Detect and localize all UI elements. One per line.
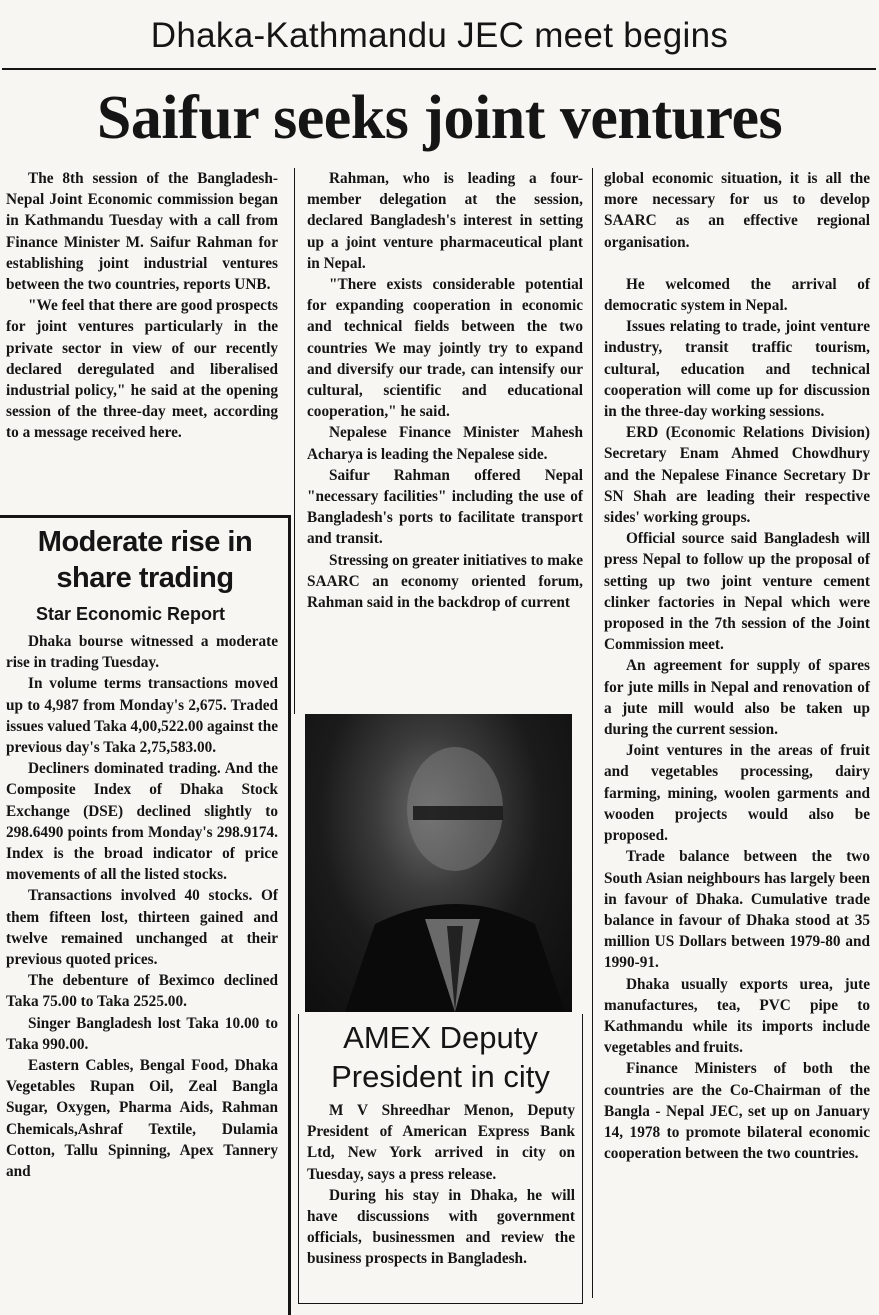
article-paragraph: An agreement for supply of spares for jute mills in Nepal and renovation of a jute mill would also be taken up during the current session.	[604, 657, 870, 739]
main-story-column-3	[604, 168, 870, 1164]
article-paragraph: M V Shreedhar Menon, Deputy President of American Express Bank Ltd, New York arrived in city on Tuesday, says a press release.	[307, 1102, 575, 1183]
amex-story-body	[307, 1100, 575, 1270]
main-headline: Saifur seeks joint ventures	[96, 84, 783, 152]
article-paragraph: Dhaka usually exports urea, jute manufactures, tea, PVC pipe to Kathmandu while its imports include vegetables and fruits.	[604, 975, 870, 1057]
share-trading-headline: Moderate rise in share trading	[37, 526, 253, 594]
main-story-column-2	[307, 168, 583, 613]
article-paragraph: Trade balance between the two South Asian neighbours has largely been in favour of Dhaka. Cumulative trade balance in favour of Dhaka stood at 35 million US Dollars between 1979-80 and 1990-91.	[604, 848, 870, 972]
article-paragraph: Joint ventures in the areas of fruit and vegetables processing, dairy farming, mining, woolen garments and wooden projects would also be proposed.	[604, 742, 870, 845]
article-paragraph: Official source said Bangladesh will press Nepal to follow up the proposal of setting up two joint venture cement clinker factories in Nepal which were proposed in the 7th session of the Joint Commission meet.	[604, 530, 870, 654]
article-paragraph: Stressing on greater initiatives to make SAARC an economy oriented forum, Rahman said in the backdrop of current	[307, 551, 583, 612]
headline-rule	[2, 68, 876, 70]
kicker-headline: Dhaka-Kathmandu JEC meet begins	[150, 16, 729, 55]
article-paragraph: During his stay in Dhaka, he will have discussions with government officials, businessmen and review the business prospects in Bangladesh.	[307, 1186, 575, 1268]
article-paragraph: The debenture of Beximco declined Taka 75.00 to Taka 2525.00.	[6, 972, 278, 1011]
article-paragraph: Singer Bangladesh lost Taka 10.00 to Taka 990.00.	[6, 1014, 278, 1053]
portrait-photo	[305, 714, 572, 1012]
column-divider	[294, 168, 295, 714]
portrait-silhouette	[305, 714, 572, 1012]
column-divider	[592, 168, 593, 1298]
article-paragraph: Saifur Rahman offered Nepal "necessary facilities" including the use of Bangladesh's ports to facilitate transport and transit.	[307, 466, 583, 548]
article-paragraph: Decliners dominated trading. And the Composite Index of Dhaka Stock Exchange (DSE) declined slightly to 298.6490 points from Monday's 298.9174. Index is the broad indicator of price movements of all the listed stocks.	[6, 760, 278, 884]
article-paragraph: Transactions involved 40 stocks. Of them fifteen lost, thirteen gained and twelve remained unchanged at their previous quoted prices.	[6, 887, 278, 969]
amex-headline: AMEX Deputy President in city	[331, 1020, 550, 1094]
share-trading-body	[6, 631, 278, 1182]
article-paragraph: He welcomed the arrival of democratic system in Nepal.	[604, 275, 870, 315]
article-paragraph: Dhaka bourse witnessed a moderate rise in trading Tuesday.	[6, 633, 278, 672]
article-paragraph: Rahman, who is leading a four-member delegation at the session, declared Bangladesh's interest in setting up a joint venture pharmaceutical plant in Nepal.	[307, 170, 583, 272]
article-paragraph: The 8th session of the Bangladesh-Nepal Joint Economic commission began in Kathmandu Tuesday with a call from Finance Minister M. Saifur Rahman for establishing joint industrial ventures between the two countries, reports UNB.	[6, 170, 278, 294]
article-paragraph: Eastern Cables, Bengal Food, Dhaka Vegetables Rupan Oil, Zeal Bangla Sugar, Oxygen, Pharma Aids, Rahman Chemicals,Ashraf Textile, Dulamia Cotton, Tallu Spinning, Apex Tannery and	[6, 1057, 278, 1181]
article-paragraph: global economic situation, it is all the more necessary for us to develop SAARC as an effective regional organisation.	[604, 170, 870, 251]
article-paragraph: Nepalese Finance Minister Mahesh Acharya is leading the Nepalese side.	[307, 424, 583, 463]
article-paragraph: Finance Ministers of both the countries are the Co-Chairman of the Bangla - Nepal JEC, set up on January 14, 1978 to promote bilateral economic cooperation between the two countries.	[604, 1060, 870, 1163]
article-paragraph: ERD (Economic Relations Division) Secretary Enam Ahmed Chowdhury and the Nepalese Finance Secretary Dr SN Shah are leading their respective sides' working groups.	[604, 424, 870, 527]
share-trading-byline: Star Economic Report	[36, 604, 226, 624]
article-paragraph: "There exists considerable potential for expanding cooperation in economic and technical fields between the two countries We may jointly try to expand and diversify our trade, can intensify our cultural, scientific and educational cooperation," he said.	[307, 276, 583, 421]
article-paragraph: "We feel that there are good prospects for joint ventures particularly in the private sector in view of our recently declared deregulated and liberalised industrial policy," he said at the opening session of the three-day meet, according to a message received here.	[6, 297, 278, 442]
main-story-column-1	[6, 168, 278, 444]
article-paragraph: In volume terms transactions moved up to 4,987 from Monday's 2,675. Traded issues valued Taka 4,00,522.00 against the previous day's Taka 2,75,583.00.	[6, 675, 279, 757]
article-paragraph: Issues relating to trade, joint venture industry, transit traffic tourism, cultural, education and technical cooperation will come up for discussion in the three-day working sessions.	[604, 318, 870, 421]
